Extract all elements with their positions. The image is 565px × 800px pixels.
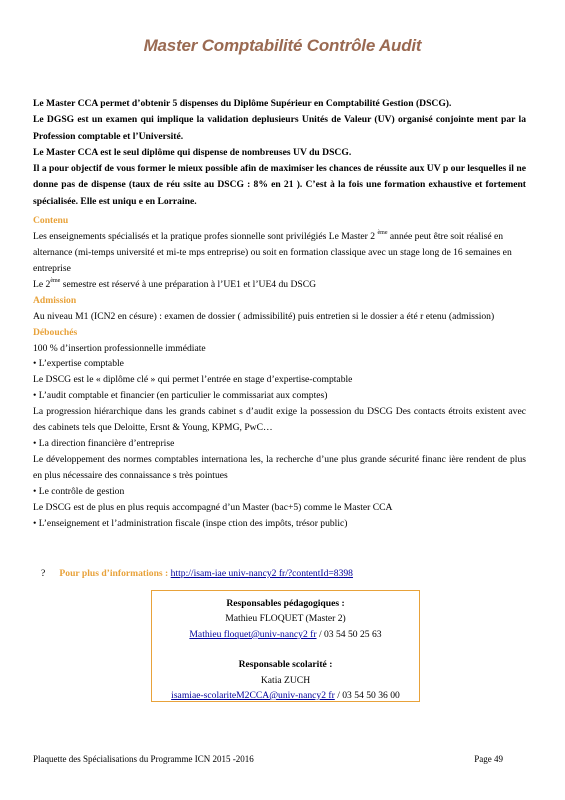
intro-line: Le DGSG est un examen qui implique la validation deplusieurs Unités de Valeur (UV) organisé conjointe ment par la Profession comptable et l’Université. — [33, 114, 526, 142]
pedagogical-heading: Responsables pédagogiques : — [226, 598, 345, 609]
scolarite-heading: Responsable scolarité : — [238, 659, 333, 671]
debouches-heading: Débouchés — [33, 326, 78, 338]
debouches-bullet: • La direction financière d’entreprise — [33, 437, 175, 449]
contenu-paragraph: Le 2ème semestre est réservé à une préparation à l’UE1 et l’UE4 du DSCG — [33, 277, 317, 290]
footer-text: Plaquette des Spécialisations du Programme ICN 2015 -2016 — [33, 754, 254, 764]
debouches-line: 100 % d’insertion professionnelle immédiate — [33, 342, 206, 354]
scolarite-phone: / 03 54 50 36 00 — [337, 690, 400, 702]
debouches-line: Le développement des normes comptables internationa les, la recherche d’une plus grande sécurité financ ière rendent de plus en plus nécessaire des connaissance s très pointues — [33, 453, 526, 481]
scolarite-name: Katia ZUCH — [260, 674, 311, 686]
admission-heading: Admission — [33, 294, 77, 306]
debouches-bullet: • L’expertise comptable — [33, 358, 124, 370]
admission-text: Au niveau M1 (ICN2 en césure) : examen de dossier ( admissibilité) puis entretien si le dossier a été r etenu (admission) — [33, 310, 495, 322]
info-line — [41, 568, 531, 579]
intro-line: Le Master CCA est le seul diplôme qui dispense de nombreuses UV du DSCG. — [33, 146, 352, 158]
scolarite-contact — [152, 688, 419, 703]
pedagogical-email-link[interactable]: Mathieu floquet@univ-nancy2 fr — [189, 628, 317, 640]
debouches-bullet: • Le contrôle de gestion — [33, 485, 125, 497]
contacts-box — [151, 590, 420, 702]
contenu-paragraph: Les enseignements spécialisés et la pratique profes sionnelle sont privilégiés Le Master 2 $^{ème}$ année peut être soit réalisé en alternance (mi-temps université et mi-te mps entreprise) ou soit en formation classique avec un stage long de 16 semaines en entreprise — [33, 230, 512, 274]
intro-line: Le Master CCA permet d’obtenir 5 dispenses du Diplôme Supérieur en Comptabilité Gestion (DSCG). — [33, 98, 452, 109]
info-label: Pour plus d’informations : — [59, 568, 169, 579]
pedagogical-name: Mathieu FLOQUET (Master 2) — [225, 613, 346, 625]
debouches-line: La progression hiérarchique dans les grands cabinet s d’audit exige la possession du DSCG Des contacts étroits existent avec des cabinets tels que Deloitte, Ersnt & Young, KPMG, PwC… — [33, 406, 526, 434]
info-link[interactable]: http://isam-iae univ-nancy2 fr/?contentId=8398 — [170, 568, 353, 579]
pedagogical-contact — [152, 627, 419, 642]
page-footer — [33, 754, 503, 764]
debouches-bullet: • L’audit comptable et financier (en particulier le commissariat aux comptes) — [33, 390, 328, 402]
page-number: Page 49 — [474, 754, 503, 764]
intro-line: Il a pour objectif de vous former le mieux possible afin de maximiser les chances de réussite aux UV p our lesquelles il ne donne pas de dispense (taux de réu ssite au DSCG : 8% en 21 ). C’est à la fois une formation exhaustive et fortement spécialisée. Elle est uniqu e en Lorraine. — [33, 163, 526, 207]
contenu-section — [33, 213, 526, 531]
intro-section — [33, 96, 526, 210]
scolarite-email-link[interactable]: isamiae-scolariteM2CCA@univ-nancy2 fr — [171, 690, 335, 702]
debouches-line: Le DSCG est le « diplôme clé » qui permet l’entrée en stage d’expertise-comptable — [33, 374, 353, 386]
debouches-bullet: • L’enseignement et l’administration fiscale (inspe ction des impôts, trésor public) — [33, 517, 348, 529]
page-title: Master Comptabilité Contrôle Audit — [143, 36, 422, 55]
pedagogical-phone: / 03 54 50 25 63 — [318, 628, 382, 640]
info-marker: ? — [41, 568, 46, 579]
contenu-heading: Contenu — [33, 215, 69, 226]
debouches-line: Le DSCG est de plus en plus requis accompagné d’un Master (bac+5) comme le Master CCA — [33, 501, 393, 513]
